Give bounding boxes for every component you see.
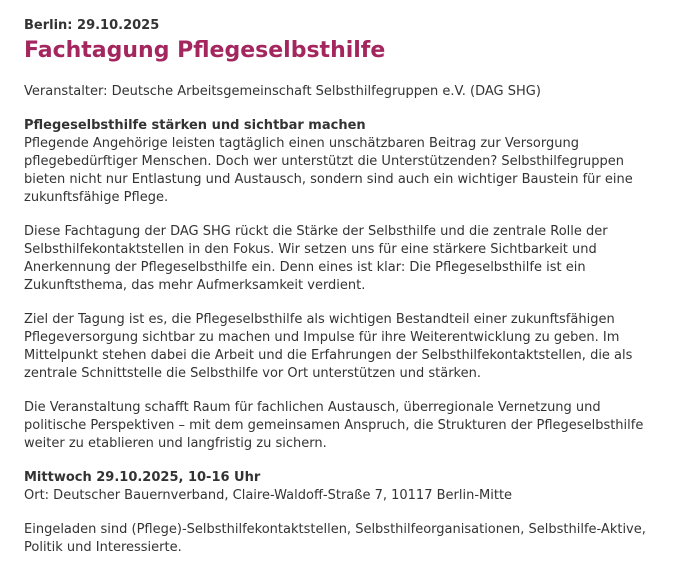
dateline: Berlin: 29.10.2025 [24, 18, 160, 33]
event-location: Ort: Deutscher Bauernverband, Claire-Waldoff-Straße 7, 10117 Berlin-Mitte [24, 488, 513, 503]
paragraph-goal: Ziel der Tagung ist es, die Pflegeselbsthilfe als wichtigen Bestandteil einer zukunftsfähigen Pflegeversorgung sichtbar zu machen und Impulse für ihre Weiterentwicklung zu geben. Im Mittelpunkt stehen dabei die Arbeit und die Erfahrungen der Selbsthilfekontaktstellen, die als zentrale Schnittstelle die Selbsthilfe vor Ort unterstützen und stärken. [24, 312, 633, 381]
invitation-text: Eingeladen sind (Pflege)-Selbsthilfekontaktstellen, Selbsthilfeorganisationen, Selbsthilfe-Aktive, Politik und Interessierte. [24, 522, 646, 555]
event-date: Mittwoch 29.10.2025, 10-16 Uhr [24, 470, 261, 485]
paragraph-focus: Diese Fachtagung der DAG SHG rückt die Stärke der Selbsthilfe und die zentrale Rolle der Selbsthilfekontaktstellen in den Fokus. Wir setzen uns für eine stärkere Sichtbarkeit und Anerkennung der Pflegeselbsthilfe ein. Denn eines ist klar: Die Pflegeselbsthilfe ist ein Zukunftsthema, das mehr Aufmerksamkeit verdient. [24, 224, 608, 293]
section-heading: Pflegeselbsthilfe stärken und sichtbar machen [24, 118, 366, 133]
page-title: Fachtagung Pflegeselbsthilfe [24, 38, 386, 63]
organizer-line: Veranstalter: Deutsche Arbeitsgemeinschaft Selbsthilfegruppen e.V. (DAG SHG) [24, 84, 541, 99]
paragraph-event-space: Die Veranstaltung schafft Raum für fachlichen Austausch, überregionale Vernetzung und politische Perspektiven – mit dem gemeinsamen Anspruch, die Strukturen der Pflegeselbsthilfe weiter zu etablieren und langfristig zu sichern. [24, 400, 644, 451]
paragraph-intro: Pflegende Angehörige leisten tagtäglich einen unschätzbaren Beitrag zur Versorgung pflegebedürftiger Menschen. Doch wer unterstützt die Unterstützenden? Selbsthilfegruppen bieten nicht nur Entlastung und Austausch, sondern sind auch ein wichtiger Baustein für eine zukunftsfähige Pflege. [24, 136, 633, 205]
